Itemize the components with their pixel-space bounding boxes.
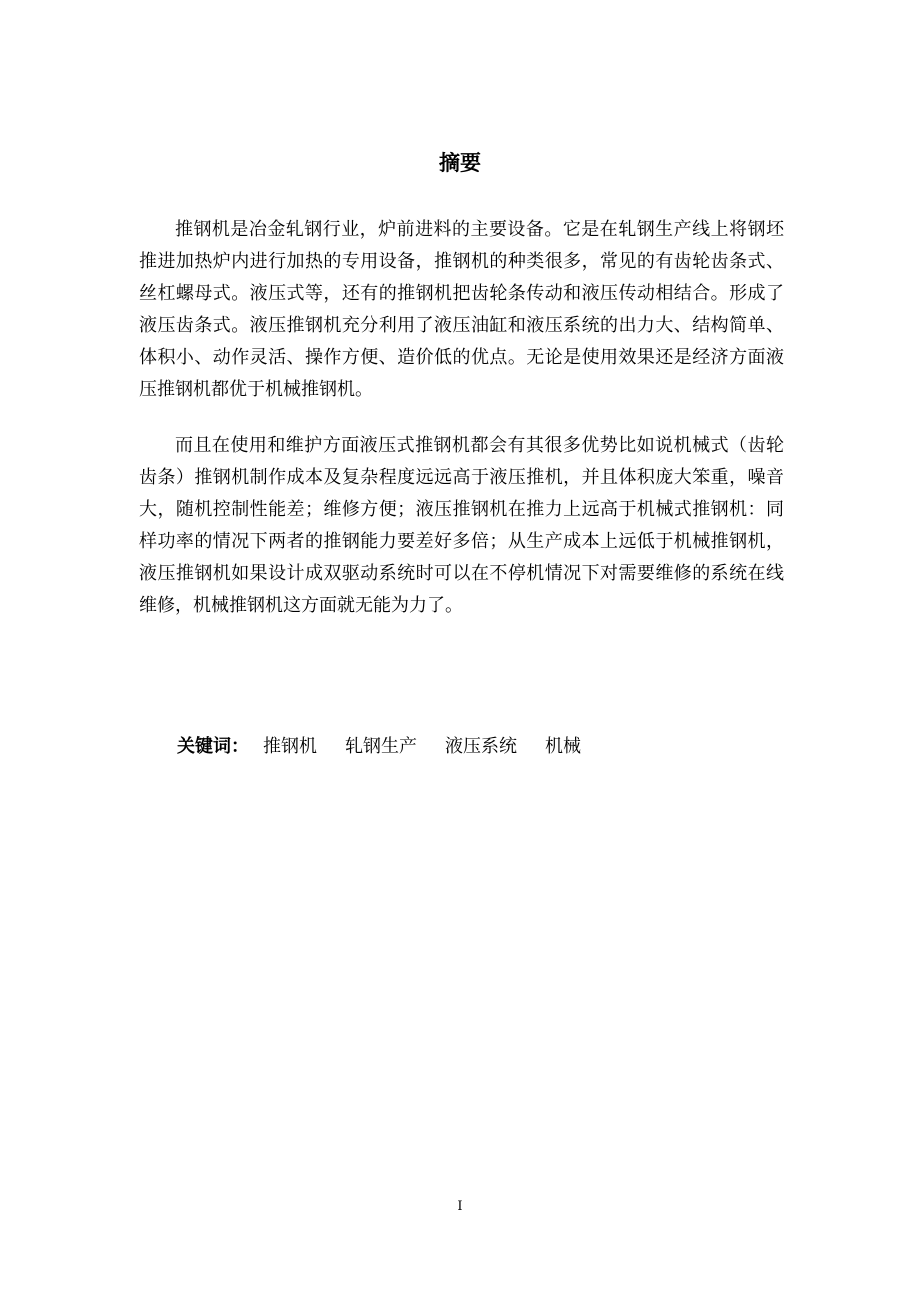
- page-number: I: [457, 1199, 463, 1214]
- page-title: 摘要: [439, 151, 481, 175]
- keywords-line: [177, 732, 581, 762]
- keyword-item: 推钢机: [263, 736, 317, 757]
- keyword-item: 轧钢生产: [345, 736, 417, 757]
- keyword-item: 液压系统: [445, 736, 517, 757]
- keyword-item: 机械: [545, 736, 581, 757]
- abstract-paragraph-2: 而且在使用和维护方面液压式推钢机都会有其很多优势比如说机械式（齿轮齿条）推钢机制作成本及复杂程度远远高于液压推机，并且体积庞大笨重，噪音大，随机控制性能差；维修方便；液压推钢机在推力上远高于机械式推钢机：同样功率的情况下两者的推钢能力要差好多倍；从生产成本上远低于机械推钢机，液压推钢机如果设计成双驱动系统时可以在不停机情况下对需要维修的系统在线维修，机械推钢机这方面就无能为力了。: [139, 435, 784, 616]
- abstract-paragraph-1: 推钢机是冶金轧钢行业，炉前进料的主要设备。它是在轧钢生产线上将钢坯推进加热炉内进行加热的专用设备，推钢机的种类很多，常见的有齿轮齿条式、丝杠螺母式。液压式等，还有的推钢机把齿轮条传动和液压传动相结合。形成了液压齿条式。液压推钢机充分利用了液压油缸和液压系统的出力大、结构简单、体积小、动作灵活、操作方便、造价低的优点。无论是使用效果还是经济方面液压推钢机都优于机械推钢机。: [139, 219, 784, 400]
- keywords-label: 关键词：: [177, 736, 249, 757]
